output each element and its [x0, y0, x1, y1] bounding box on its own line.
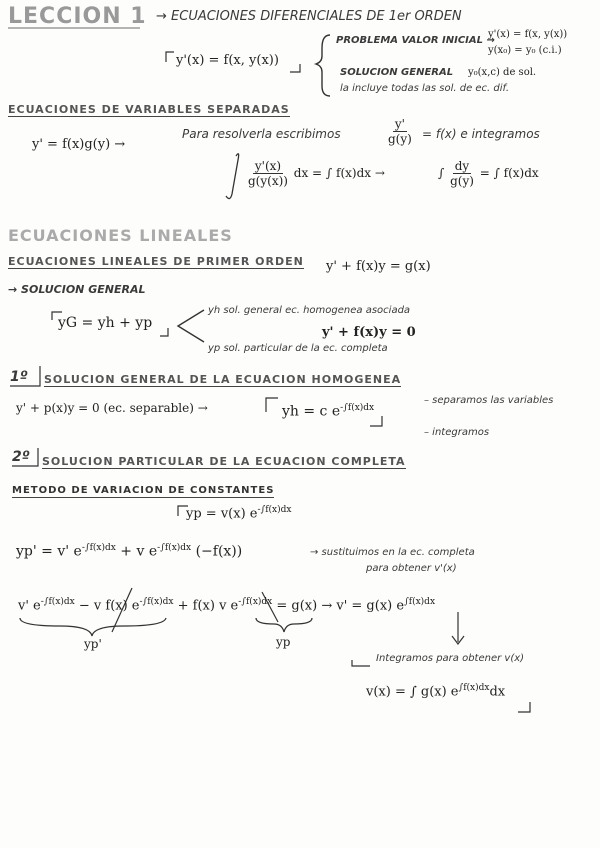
yp-equation-exp: -∫f(x)dx [257, 505, 292, 515]
subst-term-a: v' e [18, 598, 41, 614]
separable-step-tail: = f(x) e integramos [422, 127, 540, 141]
subst-term-c: + f(x) v e [173, 598, 239, 614]
separables-heading: ECUACIONES DE VARIABLES SEPARADAS [8, 103, 290, 116]
pvi-eq-1: y'(x) = f(x, y(x)) [488, 29, 568, 40]
subst-term-b-exp: -∫f(x)dx [139, 597, 174, 607]
lineales-heading: ECUACIONES LINEALES [8, 226, 233, 245]
int1-num: y'(x) [254, 159, 282, 173]
brace-label-ypprime: yp' [84, 637, 102, 651]
brace-label-yp: yp [276, 635, 291, 649]
yp-derivative-base: yp' = v' e [16, 543, 82, 560]
yp-derivative-exp-1: -∫f(x)dx [81, 543, 116, 553]
step-1-heading: SOLUCION GENERAL DE LA ECUACION HOMOGENEA [44, 373, 402, 386]
yh-description: yh sol. general ec. homogenea asociada [208, 305, 411, 316]
subst-term-b: − v f(x) e [74, 598, 140, 614]
v-solution-base: v(x) = ∫ g(x) e [366, 684, 459, 700]
step-1-number: 1º [10, 369, 28, 385]
integral-1 [246, 160, 385, 187]
v-solution-exp: ∫f(x)dx [458, 683, 490, 693]
separable-frac-num: y' [394, 117, 405, 131]
substituted-equation [18, 598, 435, 612]
step-1-eq: y' + p(x)y = 0 (ec. separable) → [16, 401, 208, 415]
pvi-eq-2: y(x₀) = y₀ (c.i.) [488, 45, 562, 56]
linear-eq: y' + f(x)y = g(x) [326, 259, 431, 274]
separable-step-text: Para resolverla escribimos [182, 127, 341, 141]
separable-frac-den: g(y) [388, 132, 412, 146]
lineales-subheading: ECUACIONES LINEALES DE PRIMER ORDEN [8, 255, 304, 268]
substitute-note-1: → sustituimos en la ec. completa [310, 547, 475, 558]
yp-derivative-mid: + v e [115, 543, 158, 560]
int2-den: g(y) [450, 174, 474, 188]
v-solution-tail: dx [489, 684, 506, 700]
substitute-note-2: para obtener v'(x) [366, 563, 457, 574]
integrate-note: Integramos para obtener v(x) [376, 653, 525, 664]
yp-derivative-tail: (−f(x)) [191, 543, 243, 560]
step-2-number: 2º [12, 449, 30, 465]
yp-derivative-exp-2: -∫f(x)dx [157, 543, 192, 553]
yg-equation: yG = yh + yp [58, 315, 153, 331]
yp-equation-base: yp = v(x) e [186, 506, 258, 522]
sol-general-expr: y₀(x,c) de sol. [468, 67, 537, 78]
general-ode: y'(x) = f(x, y(x)) [176, 53, 279, 68]
subst-term-c-exp: -∫f(x)dx [238, 597, 273, 607]
int1-tail: dx = ∫ f(x)dx → [293, 166, 385, 180]
step-2-heading: SOLUCION PARTICULAR DE LA ECUACION COMPLETA [42, 455, 406, 468]
method-heading: METODO DE VARIACION DE CONSTANTES [12, 485, 275, 496]
int2-num: dy [454, 159, 470, 173]
sol-general-label: SOLUCION GENERAL [340, 67, 454, 78]
lesson-subtitle: → ECUACIONES DIFERENCIALES DE 1er ORDEN [156, 9, 462, 24]
v-solution [366, 684, 505, 698]
separable-eq: y' = f(x)g(y) → [32, 137, 126, 152]
subst-term-d: = g(x) → v' = g(x) e [272, 598, 405, 614]
step-1-note-2: – integramos [424, 427, 490, 438]
int1-den: g(y(x)) [248, 174, 288, 188]
integral-2: ∫ $\frac{dy}{g(y)}$ = ∫ f(x)dx [438, 159, 539, 188]
sol-general-note: la incluye todas las sol. de ec. dif. [340, 83, 510, 94]
step-1-note-1: – separamos las variables [424, 395, 554, 406]
yp-description: yp sol. particular de la ec. completa [208, 343, 388, 354]
yh-solution-exp: -∫f(x)dx [340, 403, 375, 413]
yp-equation [186, 506, 291, 520]
pvi-label: PROBLEMA VALOR INICIAL → [336, 35, 495, 46]
yp-derivative [16, 544, 242, 559]
yh-solution-base: yh = c e [282, 403, 341, 420]
int2-tail: = ∫ f(x)dx [479, 166, 539, 180]
lesson-title: LECCION 1 [8, 4, 147, 29]
homogeneous-eq: y' + f(x)y = 0 [322, 325, 416, 340]
separable-fraction [386, 118, 414, 145]
yh-solution [282, 404, 374, 419]
subst-term-a-exp: -∫f(x)dx [40, 597, 75, 607]
subst-term-d-exp: ∫f(x)dx [404, 597, 436, 607]
lineales-sol-general: → SOLUCION GENERAL [8, 283, 146, 296]
